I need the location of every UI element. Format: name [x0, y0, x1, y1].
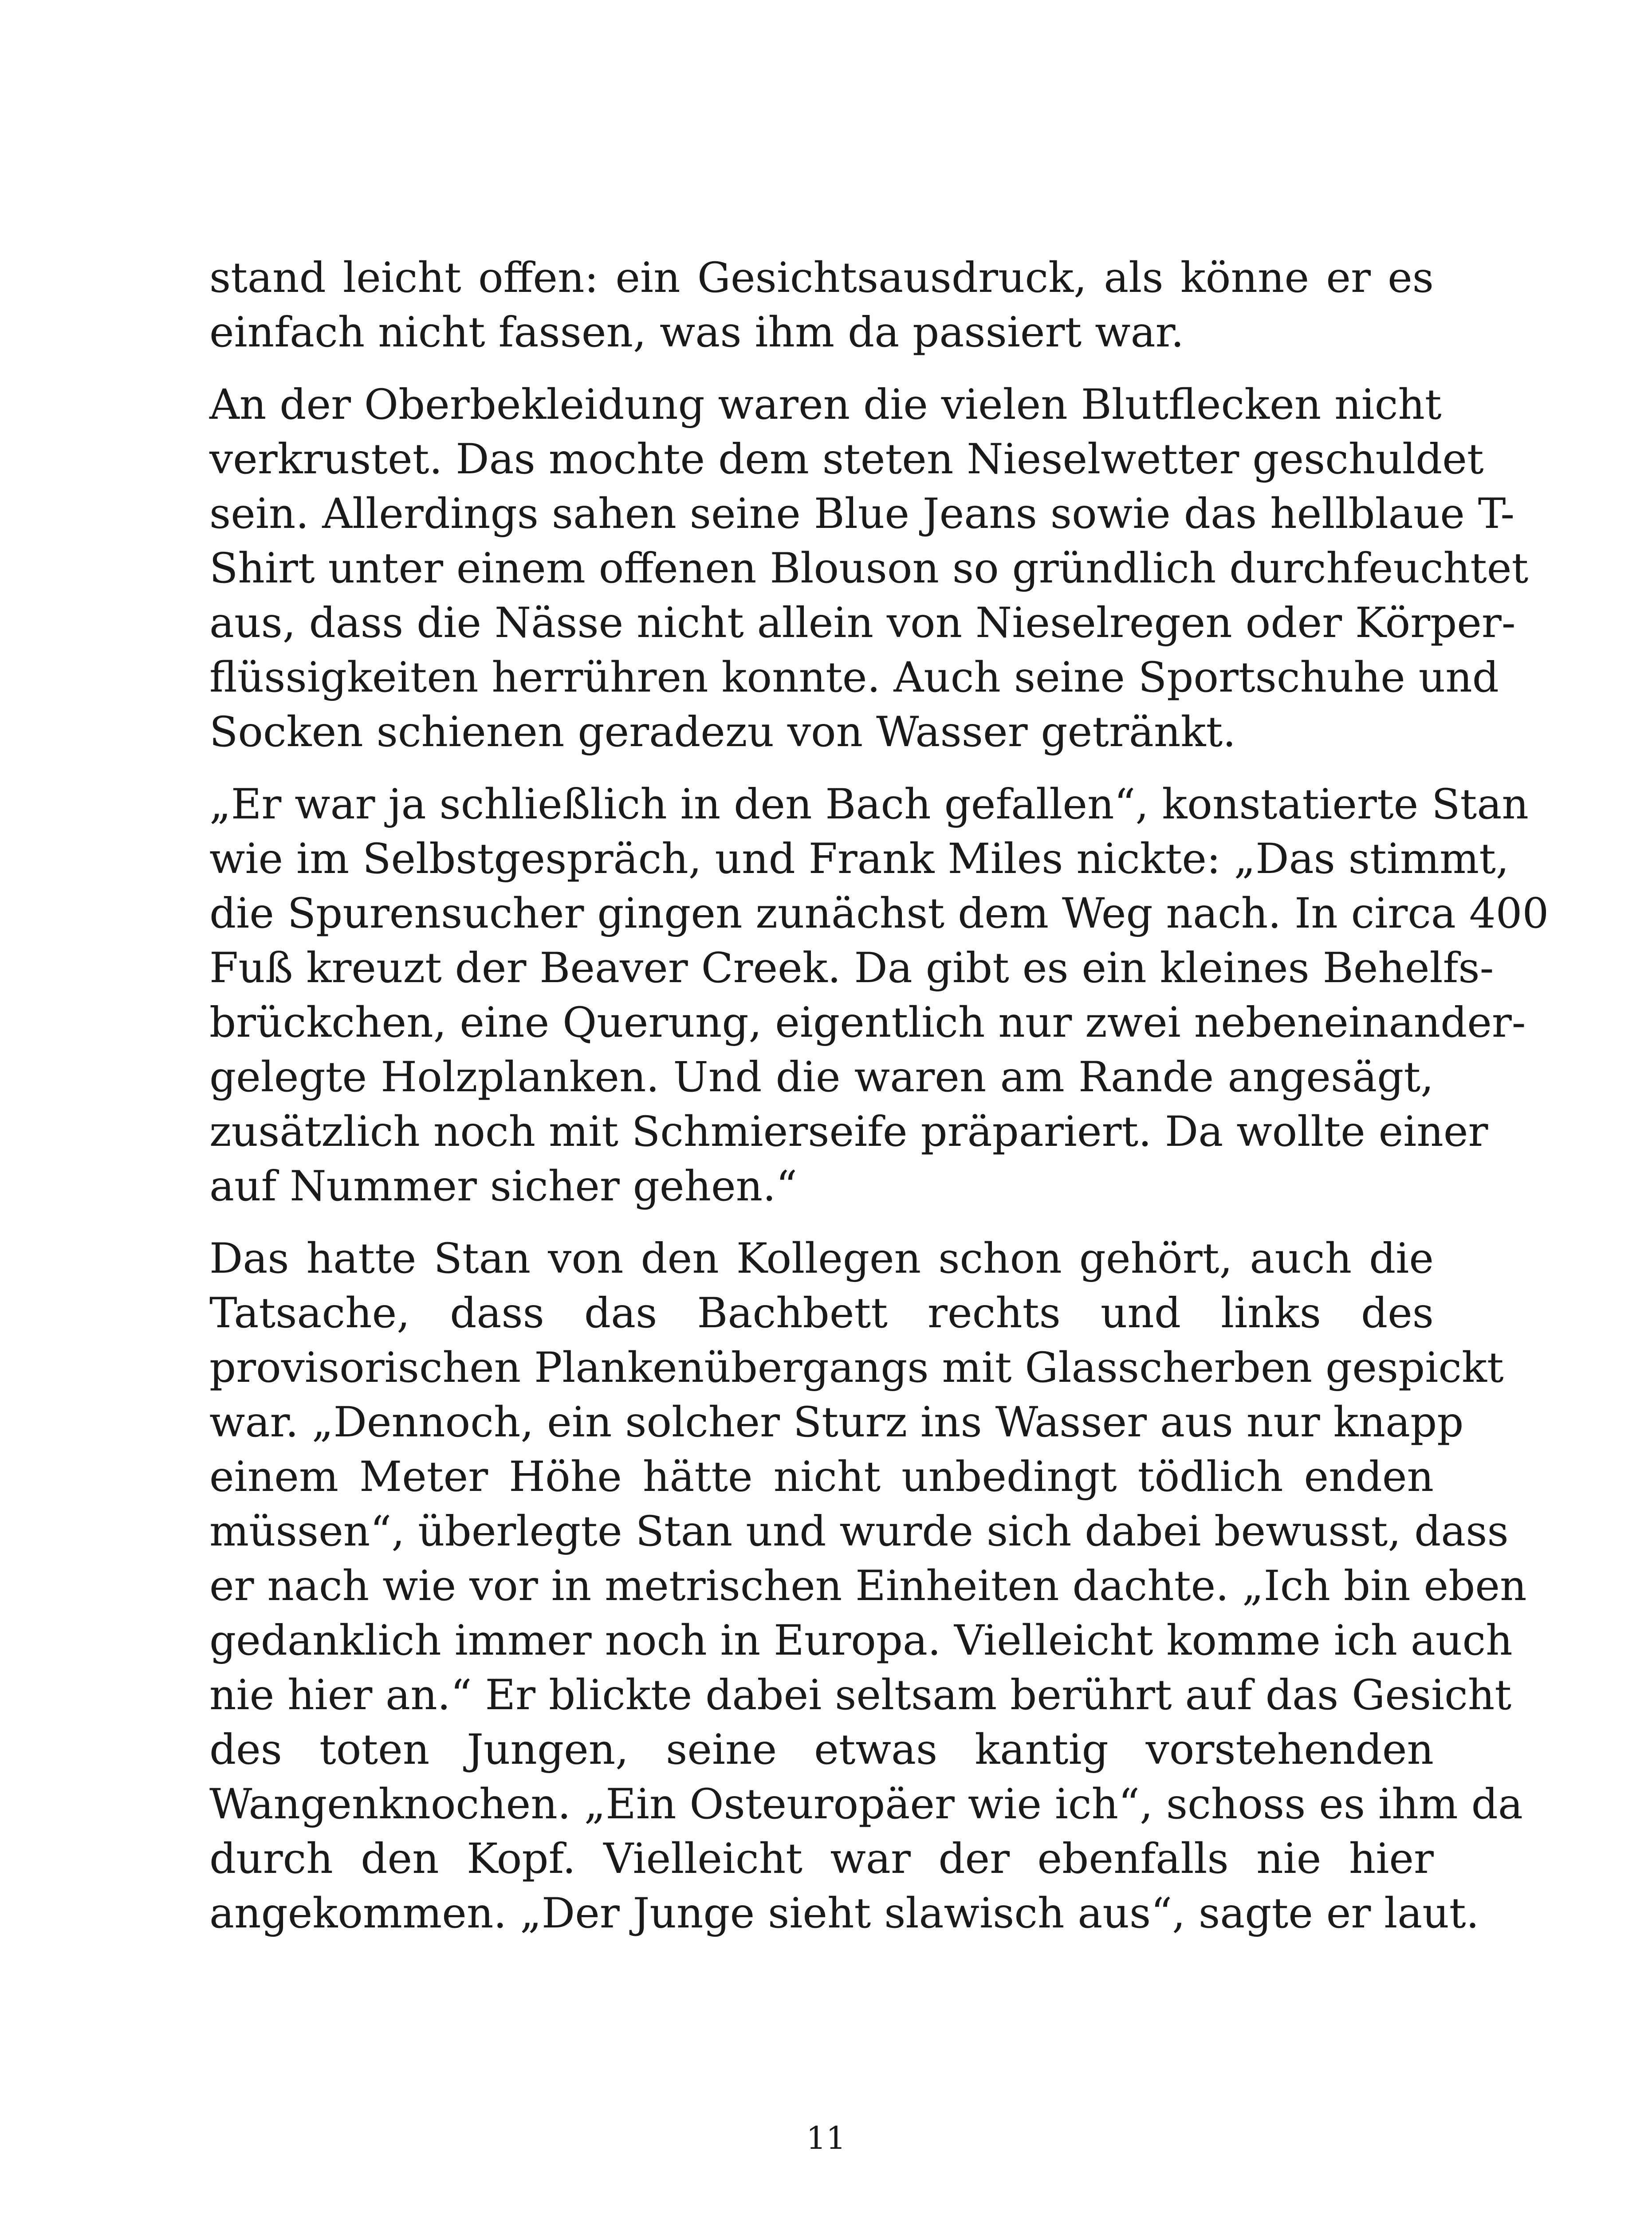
paragraph-1 [209, 251, 1434, 360]
text-line: einfach nicht fassen, was ihm da passiert war. [209, 308, 1184, 357]
body-text [209, 251, 1549, 1958]
text-line: verkrustet. Das mochte dem steten Nieselwetter geschuldet [209, 435, 1484, 484]
text-line: „Er war ja schließlich in den Bach gefallen“, konstatierte Stan [209, 780, 1529, 829]
text-line: gedanklich immer noch in Europa. Vielleicht komme ich auch [209, 1616, 1513, 1665]
text-line: die Spurensucher gingen zunächst dem Weg nach. In circa 400 [209, 889, 1549, 938]
text-line: angekommen. „Der Junge sieht slawisch aus“, sagte er laut. [209, 1889, 1479, 1938]
text-line: auf Nummer sicher gehen.“ [209, 1162, 798, 1211]
text-line: einem Meter Höhe hätte nicht unbedingt tödlich enden [209, 1453, 1434, 1501]
text-line: gelegte Holzplanken. Und die waren am Rande angesägt, [209, 1053, 1434, 1101]
text-line: flüssigkeiten herrühren konnte. Auch seine Sportschuhe und [209, 653, 1499, 702]
paragraph-2 [209, 378, 1529, 759]
text-line: An der Oberbekleidung waren die vielen Blutflecken nicht [209, 381, 1442, 429]
text-line: Wangenknochen. „Ein Osteuropäer wie ich“, schoss es ihm da [209, 1780, 1523, 1829]
text-line: Tatsache, dass das Bachbett rechts und links des [209, 1289, 1434, 1337]
text-line: müssen“, überlegte Stan und wurde sich dabei bewusst, dass [209, 1507, 1509, 1556]
page-number: 11 [806, 2120, 846, 2156]
text-line: provisorischen Plankenübergangs mit Glasscherben gespickt [209, 1344, 1504, 1392]
text-line: Shirt unter einem offenen Blouson so gründlich durchfeuchtet [209, 544, 1529, 593]
text-line: nie hier an.“ Er blickte dabei seltsam berührt auf das Gesicht [209, 1671, 1512, 1719]
text-line: Fuß kreuzt der Beaver Creek. Da gibt es ein kleines Behelfs- [209, 944, 1494, 992]
text-line: war. „Dennoch, ein solcher Sturz ins Wasser aus nur knapp [209, 1398, 1464, 1447]
text-line: stand leicht offen: ein Gesichtsausdruck, als könne er es [209, 254, 1434, 302]
paragraph-4 [209, 1231, 1527, 1941]
paragraph-3 [209, 777, 1549, 1214]
text-line: brückchen, eine Querung, eigentlich nur zwei nebeneinander- [209, 999, 1526, 1047]
text-line: er nach wie vor in metrischen Einheiten dachte. „Ich bin eben [209, 1562, 1527, 1610]
text-line: aus, dass die Nässe nicht allein von Nieselregen oder Körper- [209, 599, 1516, 647]
text-line: durch den Kopf. Vielleicht war der ebenfalls nie hier [209, 1835, 1434, 1883]
text-line: wie im Selbstgespräch, und Frank Miles nickte: „Das stimmt, [209, 835, 1509, 883]
text-line: des toten Jungen, seine etwas kantig vorstehenden [209, 1726, 1434, 1774]
text-line: Socken schienen geradezu von Wasser getränkt. [209, 708, 1236, 756]
text-line: Das hatte Stan von den Kollegen schon gehört, auch die [209, 1235, 1434, 1283]
text-line: sein. Allerdings sahen seine Blue Jeans sowie das hellblaue T- [209, 490, 1515, 538]
text-line: zusätzlich noch mit Schmierseife präpariert. Da wollte einer [209, 1108, 1488, 1156]
